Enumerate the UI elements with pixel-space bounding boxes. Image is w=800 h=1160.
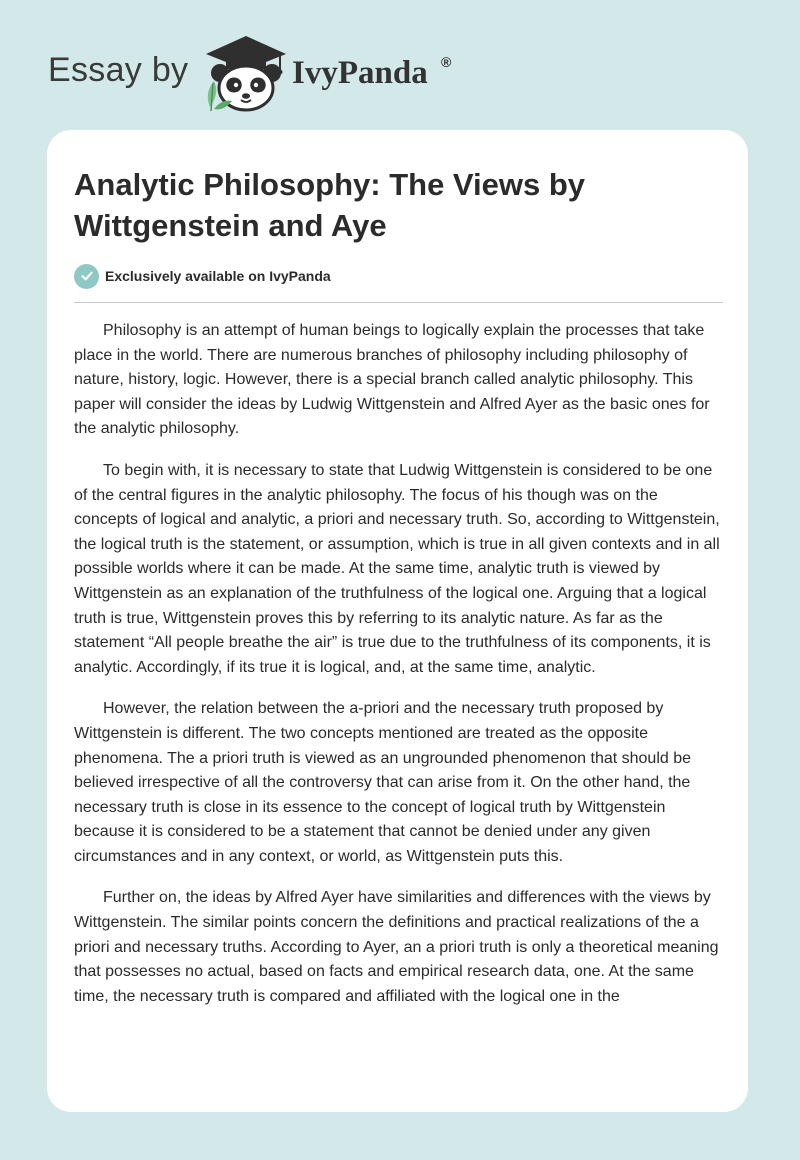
site-header <box>0 0 800 120</box>
brand-name[interactable]: IvyPanda <box>292 55 428 91</box>
paragraph: Philosophy is an attempt of human beings to logically explain the processes that take place in the world. There are numerous branches of philosophy including philosophy of nature, history, logic. However, there is a special branch called analytic philosophy. This paper will consider the ideas by Ludwig Wittgenstein and Alfred Ayer as the basic ones for the analytic philosophy. <box>74 322 710 438</box>
check-circle-icon <box>74 264 99 289</box>
panda-graduate-logo-icon[interactable] <box>198 33 294 113</box>
page-title: Analytic Philosophy: The Views by Wittgenstein and Aye <box>74 167 586 243</box>
registered-mark: ® <box>441 54 452 70</box>
paragraph: However, the relation between the a-priori and the necessary truth proposed by Wittgenstein is different. The two concepts mentioned are treated as the opposite phenomena. The a priori truth is viewed as an ungrounded phenomenon that should be believed irrespective of all the controversy that can arise from it. On the other hand, the necessary truth is close in its essence to the concept of logical truth by Wittgenstein because it is considered to be a statement that cannot be denied under any given circumstances and in any context, or world, as Wittgenstein puts this. <box>74 700 692 865</box>
divider <box>74 302 723 303</box>
exclusive-badge <box>74 263 331 289</box>
brand-prefix: Essay by <box>48 51 189 89</box>
essay-body <box>74 319 724 1026</box>
paragraph: To begin with, it is necessary to state that Ludwig Wittgenstein is considered to be one of the central figures in the analytic philosophy. The focus of his though was on the concepts of logical and analytic, a priori and necessary truth. So, according to Wittgenstein, the logical truth is the statement, or assumption, which is true in all given contexts and in all possible worlds where it can be made. At the same time, analytic truth is viewed by Wittgenstein as an explanation of the truthfulness of the logical one. Arguing that a logical truth is true, Wittgenstein proves this by referring to its analytic nature. As far as the statement “All people breathe the air” is true due to the truthfulness of its components, it is analytic. Accordingly, if its true it is logical, and, at the same time, analytic. <box>74 461 720 676</box>
exclusive-label: Exclusively available on IvyPanda <box>105 268 331 284</box>
essay-card <box>47 130 748 1112</box>
paragraph: Further on, the ideas by Alfred Ayer have similarities and differences with the views by Wittgenstein. The similar points concern the definitions and practical realizations of the a priori and necessary truths. According to Ayer, an a priori truth is only a theoretical meaning that possesses no actual, based on facts and empirical research data, one. At the same time, the necessary truth is compared and affiliated with the logical one in the <box>74 889 719 1005</box>
